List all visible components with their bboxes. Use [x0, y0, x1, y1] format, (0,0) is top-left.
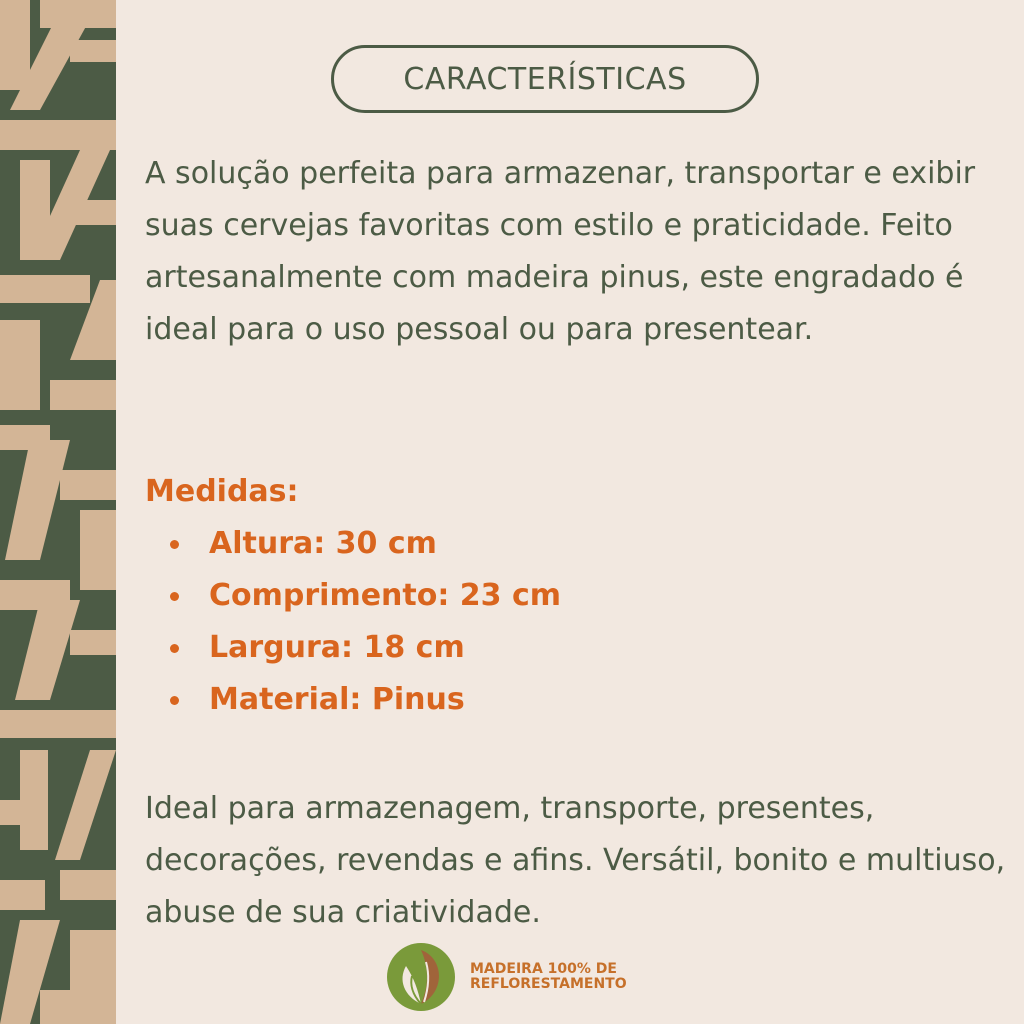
bullet-icon	[170, 644, 179, 653]
bullet-icon	[170, 540, 179, 549]
badge-line2: REFLORESTAMENTO	[470, 976, 627, 992]
medidas-heading: Medidas:	[145, 474, 299, 509]
list-item	[170, 570, 561, 622]
leaf-logo-icon	[384, 940, 458, 1014]
bullet-icon	[170, 592, 179, 601]
badge-line1: MADEIRA 100% DE	[470, 961, 617, 977]
footer-text: Ideal para armazenagem, transporte, presentes, decorações, revendas e afins. Versátil, bonito e multiuso, abuse de sua criatividade.	[145, 791, 1006, 930]
page-title: CARACTERÍSTICAS	[403, 61, 687, 97]
list-item	[170, 674, 561, 726]
reforestation-badge	[384, 940, 627, 1014]
list-item	[170, 622, 561, 674]
bullet-icon	[170, 696, 179, 705]
list-item-label: Altura: 30 cm	[209, 526, 437, 561]
wood-plank-pattern	[0, 0, 116, 1024]
list-item-label: Largura: 18 cm	[209, 630, 465, 665]
description-text: A solução perfeita para armazenar, transportar e exibir suas cervejas favoritas com estilo e praticidade. Feito artesanalmente com madeira pinus, este engradado é ideal para o uso pessoal ou para presentear.	[145, 156, 976, 347]
list-item-label: Material: Pinus	[209, 682, 465, 717]
title-pill	[331, 45, 759, 113]
list-item-label: Comprimento: 23 cm	[209, 578, 562, 613]
list-item	[170, 518, 561, 570]
medidas-list	[170, 518, 561, 726]
badge-text	[470, 962, 627, 992]
